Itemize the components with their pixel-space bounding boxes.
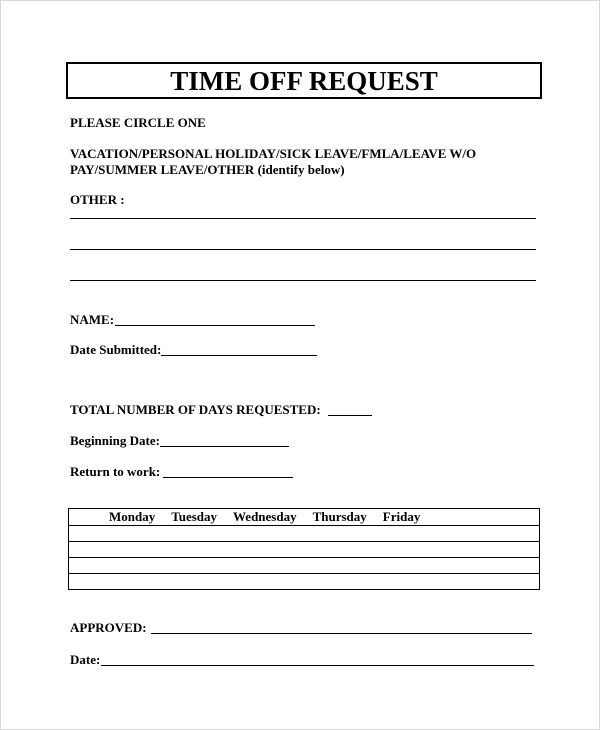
day-thursday: Thursday [312,509,367,524]
total-days-label: TOTAL NUMBER OF DAYS REQUESTED: [70,402,321,417]
day-friday: Friday [382,509,421,524]
schedule-row [69,558,540,574]
beginning-date-label: Beginning Date: [70,433,160,448]
title-box [66,62,542,99]
name-label: NAME: [70,312,115,327]
day-monday: Monday [109,509,156,524]
schedule-header-cell [69,509,540,526]
schedule-header-row [69,509,540,526]
circle-one-instruction: PLEASE CIRCLE ONE [70,115,206,130]
day-wednesday: Wednesday [233,509,297,524]
schedule-cell[interactable] [69,558,540,574]
approved-field[interactable] [151,633,532,634]
name-field[interactable] [115,325,315,326]
date-label: Date: [70,652,101,667]
beginning-date-field[interactable] [160,446,289,447]
other-label: OTHER : [70,192,125,207]
leave-types-line-2: PAY/SUMMER LEAVE/OTHER (identify below) [70,162,345,177]
date-submitted-field[interactable] [161,355,317,356]
schedule-row [69,526,540,542]
other-line-1[interactable] [70,218,536,219]
other-line-3[interactable] [70,280,536,281]
schedule-cell[interactable] [69,574,540,590]
approved-label: APPROVED: [70,620,147,635]
day-tuesday: Tuesday [171,509,218,524]
schedule-row [69,574,540,590]
schedule-table [68,508,540,590]
total-days-field[interactable] [328,415,372,416]
return-to-work-label: Return to work: [70,464,161,479]
schedule-cell[interactable] [69,542,540,558]
schedule-cell[interactable] [69,526,540,542]
leave-types-line-1: VACATION/PERSONAL HOLIDAY/SICK LEAVE/FMLA/LEAVE W/O [70,146,477,161]
other-line-2[interactable] [70,249,536,250]
date-submitted-label: Date Submitted: [70,342,162,357]
date-field[interactable] [101,665,534,666]
return-to-work-field[interactable] [163,477,293,478]
schedule-row [69,542,540,558]
form-title: TIME OFF REQUEST [170,66,438,96]
